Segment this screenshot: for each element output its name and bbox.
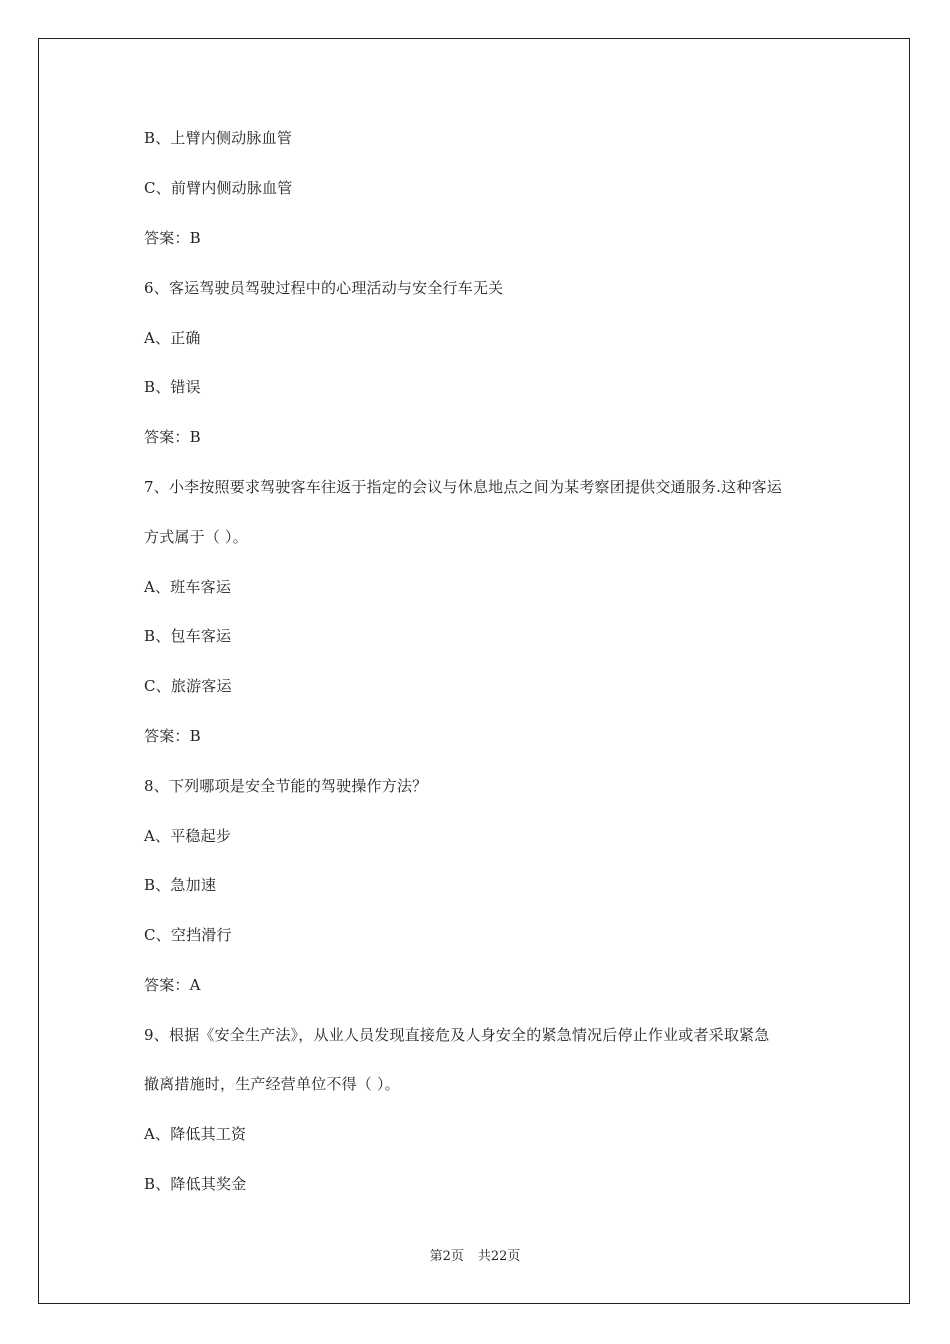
question-9-line-1: 9、根据《安全生产法》，从业人员发现直接危及人身安全的紧急情况后停止作业或者采取紧急 xyxy=(144,1026,770,1044)
option-7a: A、班车客运 xyxy=(144,578,232,596)
question-7-line-1: 7、小李按照要求驾驶客车往返于指定的会议与休息地点之间为某考察团提供交通服务.这种客运 xyxy=(144,478,782,496)
question-6: 6、客运驾驶员驾驶过程中的心理活动与安全行车无关 xyxy=(144,279,504,297)
question-7-line-2: 方式属于（ ）。 xyxy=(144,528,248,546)
option-9a: A、降低其工资 xyxy=(144,1125,247,1143)
option-8b: B、急加速 xyxy=(144,876,217,894)
answer-5: 答案：B xyxy=(144,229,201,247)
option-6a: A、正确 xyxy=(144,329,201,347)
answer-7: 答案：B xyxy=(144,727,201,745)
option-7b: B、包车客运 xyxy=(144,627,232,645)
question-8: 8、下列哪项是安全节能的驾驶操作方法？ xyxy=(144,777,428,795)
answer-6: 答案：B xyxy=(144,428,201,446)
page-footer xyxy=(0,1248,950,1266)
option-8c: C、空挡滑行 xyxy=(144,926,232,944)
option-7c: C、旅游客运 xyxy=(144,677,232,695)
option-8a: A、平稳起步 xyxy=(144,827,232,845)
option-6b: B、错误 xyxy=(144,378,201,396)
question-9-line-2: 撤离措施时，生产经营单位不得（ ）。 xyxy=(144,1075,400,1093)
option-9b: B、降低其奖金 xyxy=(144,1175,247,1193)
option-5b: B、上臂内侧动脉血管 xyxy=(144,129,293,147)
page-total: 共22页 xyxy=(477,1249,521,1264)
answer-8: 答案：A xyxy=(144,976,201,994)
option-5c: C、前臂内侧动脉血管 xyxy=(144,179,293,197)
page-number: 第2页 xyxy=(429,1249,464,1264)
